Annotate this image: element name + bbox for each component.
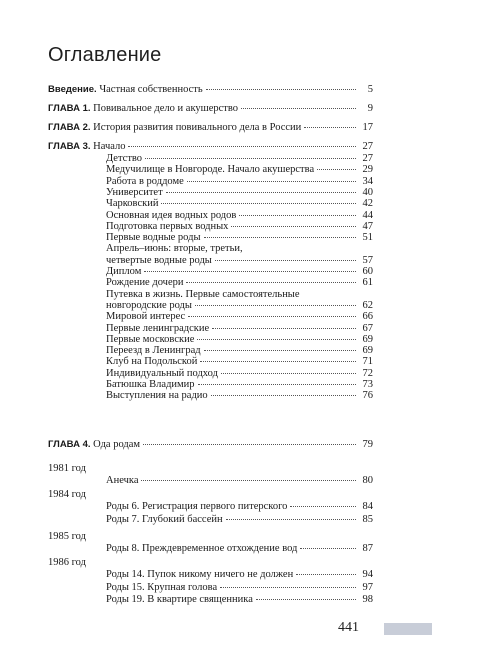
dot-leader xyxy=(204,350,356,351)
entry-page: 66 xyxy=(362,311,373,323)
toc-subentry xyxy=(106,390,373,402)
year-heading: 1984 год xyxy=(48,489,86,500)
dot-leader xyxy=(226,519,356,520)
toc-subentry xyxy=(106,221,373,233)
page-number-bar xyxy=(384,623,432,635)
entry-page: 80 xyxy=(362,475,373,486)
dot-leader xyxy=(145,158,356,159)
year-heading: 1985 год xyxy=(48,531,86,542)
dot-leader xyxy=(141,480,356,481)
entry-page: 76 xyxy=(362,390,373,402)
dot-leader xyxy=(195,305,356,306)
entry-page: 17 xyxy=(362,122,373,133)
year-heading: 1981 год xyxy=(48,463,86,474)
entry-page: 94 xyxy=(362,569,373,580)
dot-leader xyxy=(188,316,356,317)
entry-title: Основная идея водных родов xyxy=(106,209,237,221)
entry-page: 97 xyxy=(362,581,373,593)
dot-leader xyxy=(220,587,356,588)
dot-leader xyxy=(231,226,356,227)
toc-subentry xyxy=(106,368,373,380)
entry-title: Роды 14. Пупок никому ничего не должен xyxy=(106,569,294,580)
entry-title: Повивальное дело и акушерство xyxy=(93,103,239,114)
dot-leader xyxy=(144,271,356,272)
year-heading: 1986 год xyxy=(48,557,86,568)
toc-subentry xyxy=(106,569,373,581)
entry-page: 71 xyxy=(362,356,373,368)
entry-title: Роды 6. Регистрация первого питерского xyxy=(106,501,288,512)
toc-subentry xyxy=(106,300,373,312)
toc-subentry xyxy=(106,594,373,606)
entry-title: Путевка в жизнь. Первые самостоятельные xyxy=(106,288,300,300)
entry-page: 47 xyxy=(362,220,373,232)
dot-leader xyxy=(215,260,356,261)
entry-page: 57 xyxy=(362,254,373,266)
entry-page: 60 xyxy=(362,266,373,277)
page-number: 441 xyxy=(338,620,359,635)
dot-leader xyxy=(290,506,356,507)
toc-subentry xyxy=(106,164,373,176)
entry-title: Первые ленинградские xyxy=(106,322,210,334)
dot-leader xyxy=(300,548,356,549)
entry-title: Диплом xyxy=(106,266,142,277)
entry-page: 72 xyxy=(362,367,373,379)
toc-entry-chapter-4 xyxy=(48,439,373,451)
dot-leader xyxy=(143,444,356,445)
entry-page: 5 xyxy=(367,84,373,95)
dot-leader xyxy=(212,328,356,329)
dot-leader xyxy=(200,361,356,362)
dot-leader xyxy=(211,395,356,396)
toc-subentry xyxy=(106,176,373,188)
entry-page: 85 xyxy=(362,513,373,525)
entry-title: Детство xyxy=(106,153,143,164)
dot-leader xyxy=(256,599,356,600)
entry-title: Университет xyxy=(106,186,163,198)
entry-title: Работа в роддоме xyxy=(106,175,184,187)
entry-page: 9 xyxy=(367,103,373,114)
entry-title: Частная собственность xyxy=(99,84,203,95)
entry-title: Подготовка первых водных xyxy=(106,220,229,232)
entry-title: новгородские роды xyxy=(106,299,192,311)
toc-entry-chapter-2 xyxy=(48,122,373,134)
entry-page: 62 xyxy=(362,299,373,311)
entry-page: 73 xyxy=(362,379,373,390)
entry-page: 44 xyxy=(362,209,373,221)
dot-leader xyxy=(198,384,356,385)
entry-title: Рождение дочери xyxy=(106,277,184,289)
toc-subentry xyxy=(106,582,373,594)
entry-page: 67 xyxy=(362,322,373,334)
entry-title: Апрель–июнь: вторые, третьи, xyxy=(106,243,243,255)
dot-leader xyxy=(128,146,356,147)
toc-subentry xyxy=(106,334,373,346)
entry-title: Чарковский xyxy=(106,198,159,210)
toc-subentry xyxy=(106,153,373,165)
entry-title: Мировой интерес xyxy=(106,311,186,323)
entry-prefix: Введение. xyxy=(48,84,97,95)
toc-subentry xyxy=(106,345,373,357)
entry-title: Медучилище в Новгороде. Начало акушерства xyxy=(106,164,315,176)
toc-subentry xyxy=(106,210,373,222)
entry-page: 69 xyxy=(362,333,373,345)
entry-page: 27 xyxy=(362,153,373,164)
dot-leader xyxy=(186,282,356,283)
entry-page: 61 xyxy=(362,277,373,289)
toc-subentry xyxy=(106,311,373,323)
entry-page: 40 xyxy=(362,186,373,198)
entry-title: Клуб на Подольской xyxy=(106,356,198,368)
toc-subentry xyxy=(106,232,373,244)
entry-title: Первые московские xyxy=(106,333,195,345)
entry-page: 79 xyxy=(362,439,373,450)
toc-subentry xyxy=(106,198,373,210)
entry-page: 42 xyxy=(362,198,373,210)
entry-title: Анечка xyxy=(106,475,139,486)
entry-title: История развития повивального дела в России xyxy=(93,122,302,133)
dot-leader xyxy=(187,181,356,182)
toc-subentry xyxy=(106,243,373,255)
toc-subentry xyxy=(106,255,373,267)
dot-leader xyxy=(317,169,356,170)
entry-page: 69 xyxy=(362,345,373,357)
entry-title: Батюшка Владимир xyxy=(106,379,195,390)
toc-subentry xyxy=(106,475,373,487)
page-title: Оглавление xyxy=(48,44,162,66)
dot-leader xyxy=(239,215,356,216)
entry-title: Ода родам xyxy=(93,439,141,450)
toc-subentry xyxy=(106,323,373,335)
entry-title: Роды 7. Глубокий бассейн xyxy=(106,513,223,525)
entry-title: Роды 19. В квартире священника xyxy=(106,594,253,605)
entry-page: 27 xyxy=(362,141,373,152)
entry-page: 87 xyxy=(362,543,373,554)
entry-prefix: ГЛАВА 4. xyxy=(48,439,91,450)
dot-leader xyxy=(204,237,356,238)
toc-entry-chapter-3 xyxy=(48,141,373,153)
entry-title: Первые водные роды xyxy=(106,232,201,244)
toc-subentry xyxy=(106,501,373,513)
entry-prefix: ГЛАВА 1. xyxy=(48,103,91,114)
dot-leader xyxy=(197,339,356,340)
dot-leader xyxy=(304,127,356,128)
toc-subentry xyxy=(106,514,373,526)
dot-leader xyxy=(206,89,356,90)
entry-page: 51 xyxy=(362,232,373,244)
toc-subentry xyxy=(106,356,373,368)
dot-leader xyxy=(221,373,356,374)
toc-subentry xyxy=(106,187,373,199)
entry-title: четвертые водные роды xyxy=(106,254,212,266)
entry-prefix: ГЛАВА 3. xyxy=(48,141,91,152)
entry-title: Начало xyxy=(93,141,126,152)
entry-title: Выступления на радио xyxy=(106,390,208,402)
toc-subentry xyxy=(106,543,373,555)
dot-leader xyxy=(296,574,356,575)
dot-leader xyxy=(241,108,356,109)
toc-subentry xyxy=(106,289,373,301)
entry-page: 84 xyxy=(362,501,373,512)
toc-subentry xyxy=(106,277,373,289)
toc-subentry xyxy=(106,379,373,391)
entry-page: 29 xyxy=(362,164,373,176)
entry-title: Переезд в Ленинград xyxy=(106,345,201,357)
entry-page: 98 xyxy=(362,594,373,605)
dot-leader xyxy=(161,203,356,204)
toc-subentry xyxy=(106,266,373,278)
entry-title: Роды 8. Преждевременное отхождение вод xyxy=(106,543,298,554)
toc-entry-intro xyxy=(48,84,373,96)
entry-page: 34 xyxy=(362,175,373,187)
entry-title: Индивидуальный подход xyxy=(106,367,218,379)
dot-leader xyxy=(166,192,356,193)
entry-prefix: ГЛАВА 2. xyxy=(48,122,91,133)
toc-entry-chapter-1 xyxy=(48,103,373,115)
entry-title: Роды 15. Крупная голова xyxy=(106,581,218,593)
